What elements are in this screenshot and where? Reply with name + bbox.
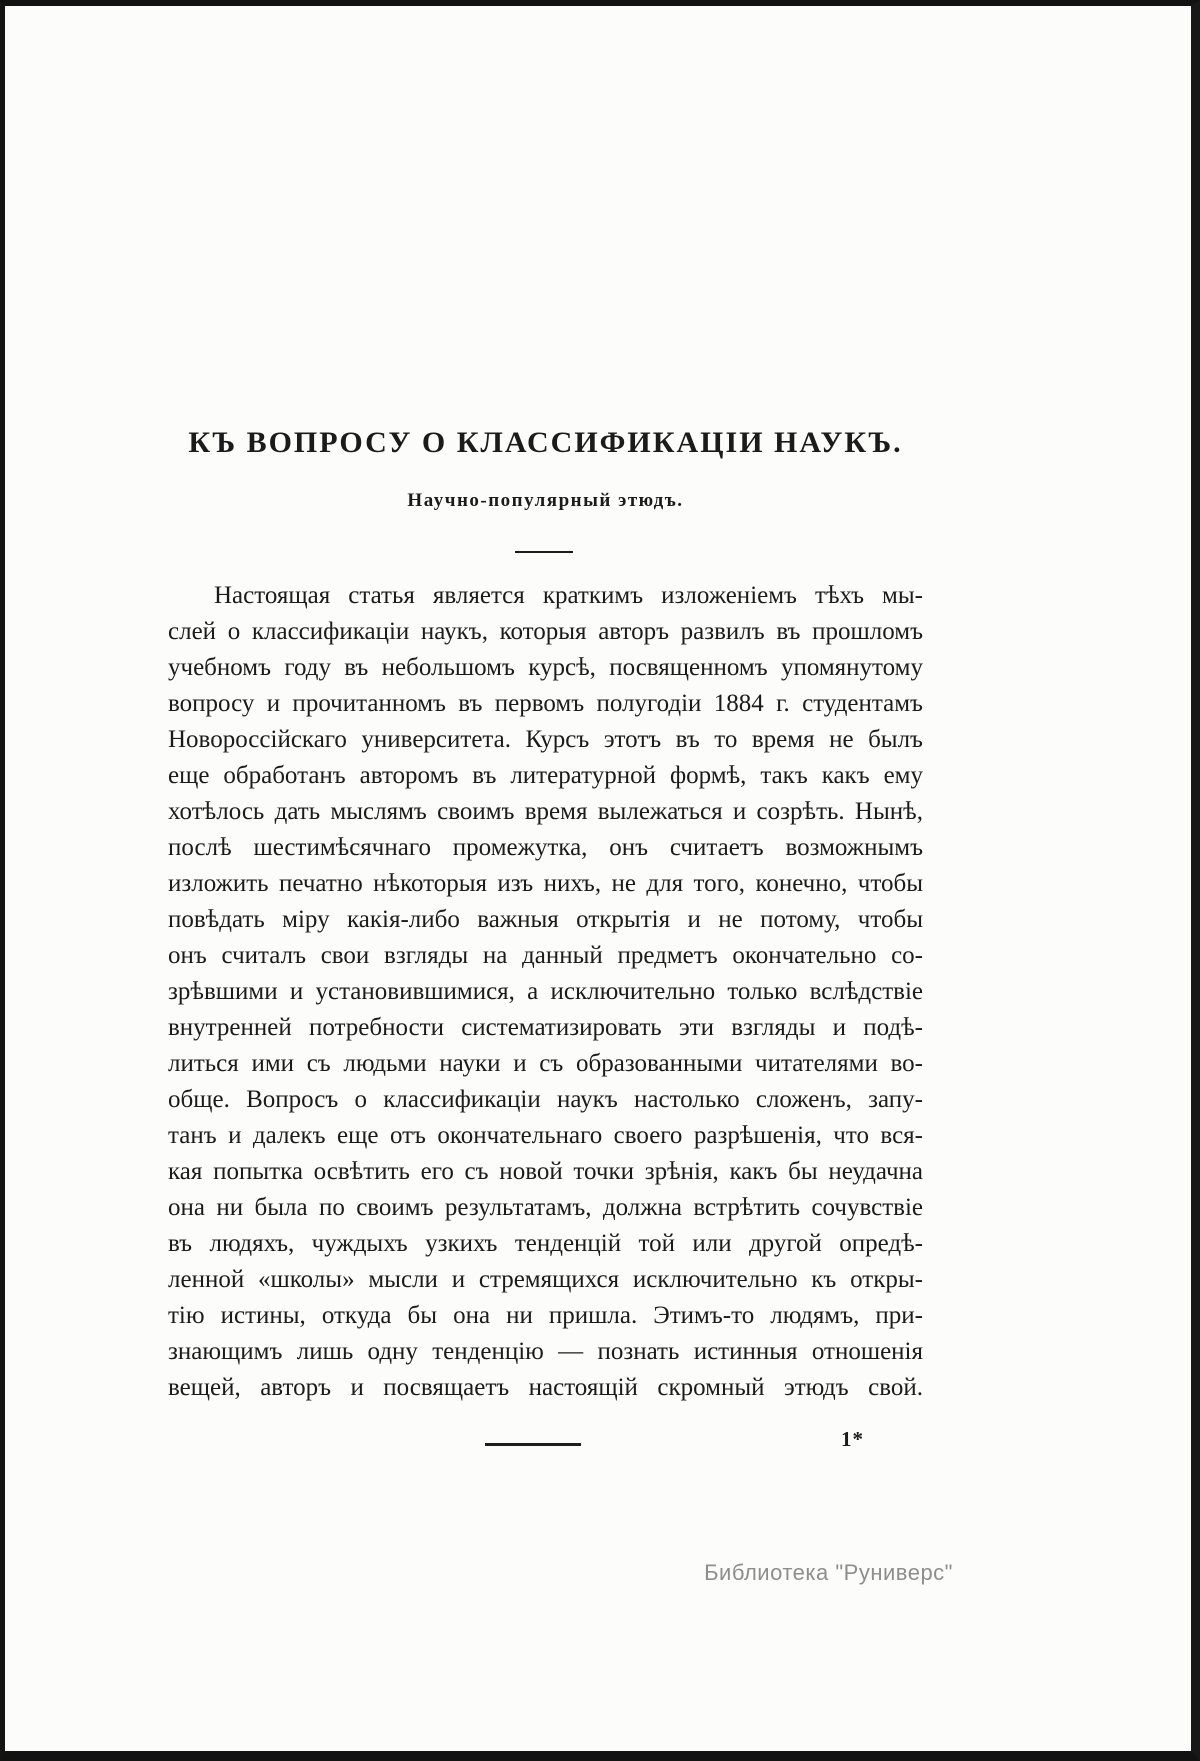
body-line: знающимъ лишь одну тенденцію — познать истинныя отношенія bbox=[168, 1338, 923, 1365]
body-line: онъ считалъ свои взгляды на данный предметъ окончательно со- bbox=[168, 942, 923, 969]
body-line: танъ и далекъ еще отъ окончательнаго своего разрѣшенія, что вся- bbox=[168, 1122, 923, 1149]
body-line: литься ими съ людьми науки и съ образованными читателями во- bbox=[168, 1050, 923, 1077]
body-line: Настоящая статья является краткимъ изложеніемъ тѣхъ мы- bbox=[214, 582, 923, 609]
body-line: вопросу и прочитанномъ въ первомъ полугодіи 1884 г. студентамъ bbox=[168, 690, 923, 717]
title-divider-rule bbox=[515, 551, 573, 553]
body-line: повѣдать міру какія-либо важныя открытія и не потому, чтобы bbox=[168, 906, 923, 933]
body-line: зрѣвшими и установившимися, а исключительно только вслѣдствіе bbox=[168, 978, 923, 1005]
body-line: тію истины, откуда бы она ни пришла. Этимъ-то людямъ, при- bbox=[168, 1302, 923, 1329]
body-line: изложить печатно нѣкоторыя изъ нихъ, не для того, конечно, чтобы bbox=[168, 870, 923, 897]
body-line: внутренней потребности систематизировать эти взгляды и подѣ- bbox=[168, 1014, 923, 1041]
library-watermark: Библиотека "Руниверс" bbox=[704, 1560, 953, 1585]
page-subtitle: Научно-популярный этюдъ. bbox=[407, 490, 684, 511]
page-title: КЪ ВОПРОСУ О КЛАССИФИКАЦІИ НАУКЪ. bbox=[188, 426, 903, 459]
body-line: ленной «школы» мысли и стремящихся исключительно къ откры- bbox=[168, 1266, 923, 1293]
body-line: въ людяхъ, чуждыхъ узкихъ тенденцій той или другой опредѣ- bbox=[168, 1230, 923, 1257]
body-line: учебномъ году въ небольшомъ курсѣ, посвященномъ упомянутому bbox=[168, 654, 923, 681]
body-line: она ни была по своимъ результатамъ, должна встрѣтить сочувствіе bbox=[168, 1194, 923, 1221]
body-line: слей о классификаціи наукъ, которыя авторъ развилъ въ прошломъ bbox=[168, 618, 923, 645]
body-line: послѣ шестимѣсячнаго промежутка, онъ считаетъ возможнымъ bbox=[168, 834, 923, 861]
body-line: Новороссійскаго университета. Курсъ этотъ въ то время не былъ bbox=[168, 726, 923, 753]
page-number-signature: 1* bbox=[841, 1427, 864, 1451]
body-line: кая попытка освѣтить его съ новой точки зрѣнія, какъ бы неудачна bbox=[168, 1158, 923, 1185]
body-line: обще. Вопросъ о классификаціи наукъ настолько сложенъ, запу- bbox=[168, 1086, 923, 1113]
body-line: вещей, авторъ и посвящаетъ настоящій скромный этюдъ свой. bbox=[168, 1374, 923, 1401]
footer-divider-rule bbox=[485, 1443, 581, 1446]
body-paragraph bbox=[168, 578, 923, 1406]
body-line: еще обработанъ авторомъ въ литературной формѣ, такъ какъ ему bbox=[168, 762, 923, 789]
body-line: хотѣлось дать мыслямъ своимъ время вылежаться и созрѣть. Нынѣ, bbox=[168, 798, 923, 825]
